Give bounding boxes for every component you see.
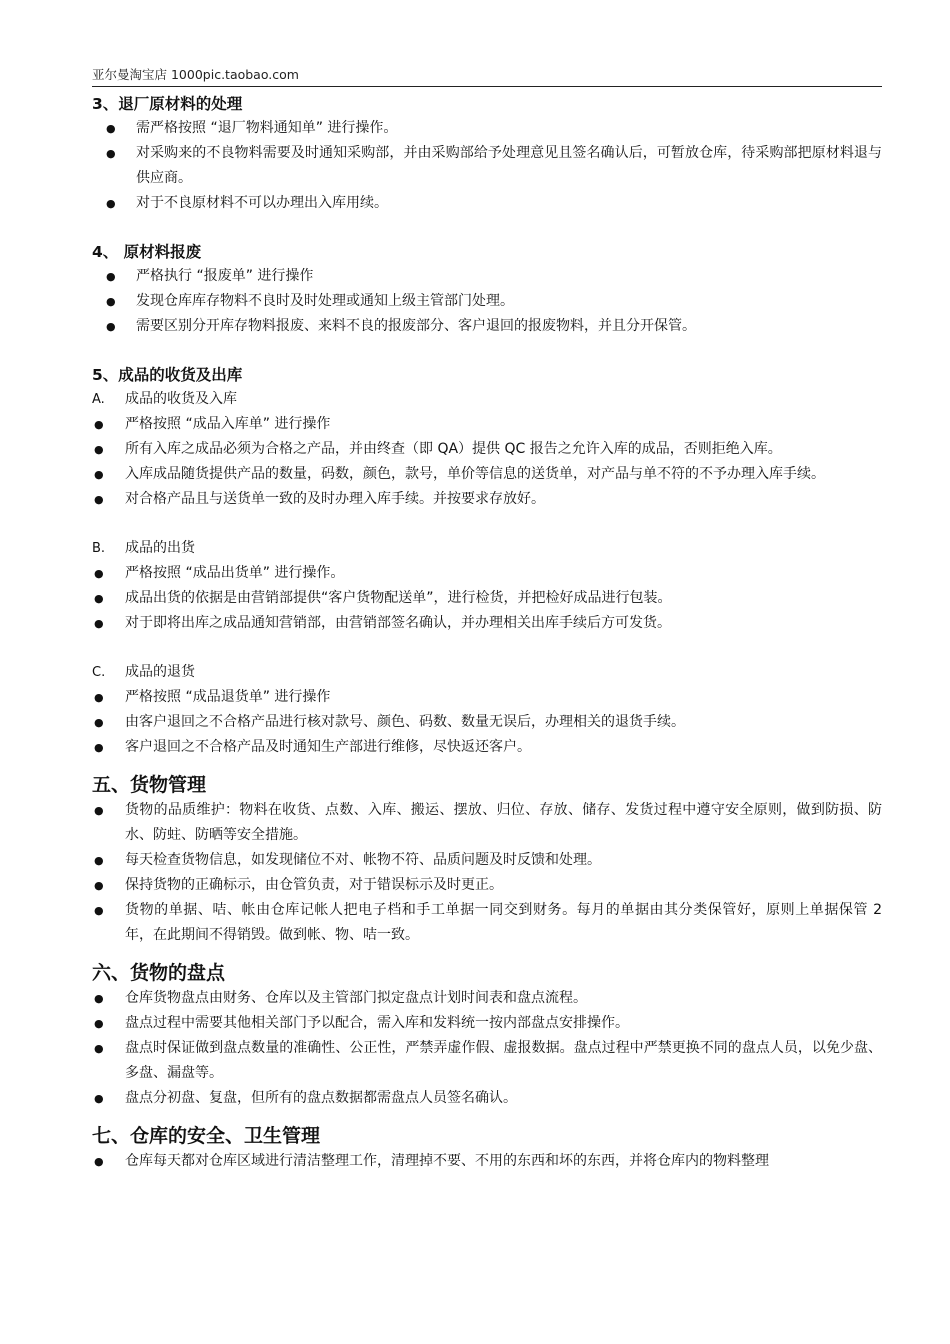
bullet-icon: ● (106, 320, 116, 333)
spacer (92, 636, 882, 660)
subsection-text: 成品的出货 (125, 540, 195, 556)
spacer (92, 339, 882, 363)
bullet-icon: ● (94, 804, 104, 817)
bullet-icon: ● (94, 1155, 104, 1168)
list-item-text: 对采购来的不良物料需要及时通知采购部，并由采购部给予处理意见且签名确认后，可暂放仓库，待采购部把原材料退与供应商。 (136, 145, 882, 186)
bullet-icon: ● (94, 879, 104, 892)
list-item-text: 盘点分初盘、复盘，但所有的盘点数据都需盘点人员签名确认。 (125, 1090, 517, 1106)
list-item-text: 货物的品质维护：物料在收货、点数、入库、搬运、摆放、归位、存放、储存、发货过程中遵守安全原则，做到防损、防水、防蛀、防晒等安全措施。 (125, 802, 882, 843)
subsection-text: 成品的退货 (125, 664, 195, 680)
page-header: 亚尔曼淘宝店 1000pic.taobao.com (92, 66, 882, 87)
list-item (92, 191, 882, 216)
list-item-text: 发现仓库库存物料不良时及时处理或通知上级主管部门处理。 (136, 293, 514, 309)
list-item-text: 成品出货的依据是由营销部提供“客户货物配送单”，进行检货，并把检好成品进行包装。 (125, 590, 672, 606)
bullet-icon: ● (106, 270, 116, 283)
section-five-title: 五、货物管理 (92, 774, 207, 796)
subsection-text: 成品的收货及入库 (125, 391, 237, 407)
section-5-title: 5、成品的收货及出库 (92, 366, 243, 384)
bullet-icon: ● (94, 716, 104, 729)
list-item (92, 141, 882, 191)
list-item (92, 735, 882, 760)
bullet-icon: ● (94, 567, 104, 580)
spacer (92, 216, 882, 240)
bullet-icon: ● (94, 1017, 104, 1030)
list-item-text: 盘点时保证做到盘点数量的准确性、公正性，严禁弄虚作假、虚报数据。盘点过程中严禁更换不同的盘点人员，以免少盘、多盘、漏盘等。 (125, 1040, 882, 1081)
list-item-text: 仓库货物盘点由财务、仓库以及主管部门拟定盘点计划时间表和盘点流程。 (125, 990, 587, 1006)
list-item-text: 对合格产品且与送货单一致的及时办理入库手续。并按要求存放好。 (125, 491, 545, 507)
section-3-title: 3、退厂原材料的处理 (92, 95, 243, 113)
list-item (92, 289, 882, 314)
list-item (92, 685, 882, 710)
list-item (92, 1086, 882, 1111)
bullet-icon: ● (94, 691, 104, 704)
bullet-icon: ● (106, 147, 116, 160)
bullet-icon: ● (94, 617, 104, 630)
list-item-text: 货物的单据、咭、帐由仓库记帐人把电子档和手工单据一同交到财务。每月的单据由其分类保管好，原则上单据保管 2 年，在此期间不得销毁。做到帐、物、咭一致。 (125, 902, 882, 943)
list-item (92, 314, 882, 339)
bullet-icon: ● (94, 443, 104, 456)
list-item (92, 898, 882, 948)
bullet-icon: ● (94, 992, 104, 1005)
list-item-text: 保持货物的正确标示，由仓管负责，对于错误标示及时更正。 (125, 877, 503, 893)
subsection-letter: B. (92, 541, 106, 556)
bullet-icon: ● (94, 854, 104, 867)
bullet-icon: ● (106, 295, 116, 308)
bullet-icon: ● (94, 418, 104, 431)
bullet-icon: ● (94, 1042, 104, 1055)
subsection-letter: C. (92, 665, 106, 680)
section-six-title: 六、货物的盘点 (92, 962, 226, 984)
list-item-text: 严格按照 “成品退货单” 进行操作 (125, 689, 331, 705)
section-4-title: 4、 原材料报废 (92, 243, 202, 261)
spacer (92, 512, 882, 536)
list-item (92, 487, 882, 512)
list-item-text: 盘点过程中需要其他相关部门予以配合，需入库和发料统一按内部盘点安排操作。 (125, 1015, 629, 1031)
list-item (92, 986, 882, 1011)
subsection-b-label (92, 536, 882, 561)
list-item (92, 412, 882, 437)
bullet-icon: ● (106, 197, 116, 210)
bullet-icon: ● (94, 493, 104, 506)
bullet-icon: ● (94, 1092, 104, 1105)
list-item-text: 对于即将出库之成品通知营销部，由营销部签名确认，并办理相关出库手续后方可发货。 (125, 615, 671, 631)
section-seven-title: 七、仓库的安全、卫生管理 (92, 1125, 321, 1147)
list-item-text: 入库成品随货提供产品的数量，码数，颜色，款号，单价等信息的送货单，对产品与单不符的不予办理入库手续。 (125, 466, 825, 482)
list-item (92, 264, 882, 289)
list-item (92, 1149, 882, 1174)
bullet-icon: ● (94, 468, 104, 481)
list-item (92, 848, 882, 873)
list-item-text: 严格按照 “成品入库单” 进行操作 (125, 416, 331, 432)
subsection-c-label (92, 660, 882, 685)
list-item (92, 798, 882, 848)
list-item-text: 由客户退回之不合格产品进行核对款号、颜色、码数、数量无误后，办理相关的退货手续。 (125, 714, 685, 730)
document-body (92, 92, 882, 1174)
list-item-text: 需要区别分开库存物料报废、来料不良的报废部分、客户退回的报废物料，并且分开保管。 (136, 318, 696, 334)
list-item (92, 1011, 882, 1036)
list-item-text: 严格执行 “报废单” 进行操作 (136, 268, 314, 284)
list-item (92, 710, 882, 735)
subsection-letter: A. (92, 392, 105, 407)
list-item (92, 873, 882, 898)
list-item (92, 437, 882, 462)
bullet-icon: ● (94, 592, 104, 605)
list-item (92, 586, 882, 611)
list-item (92, 1036, 882, 1086)
list-item-text: 需严格按照 “退厂物料通知单” 进行操作。 (136, 120, 398, 136)
bullet-icon: ● (94, 904, 104, 917)
list-item (92, 116, 882, 141)
list-item (92, 561, 882, 586)
list-item-text: 严格按照 “成品出货单” 进行操作。 (125, 565, 345, 581)
bullet-icon: ● (94, 741, 104, 754)
subsection-a-label (92, 387, 882, 412)
list-item-text: 所有入库之成品必须为合格之产品，并由终查（即 QA）提供 QC 报告之允许入库的成品，否则拒绝入库。 (125, 441, 782, 457)
list-item-text: 客户退回之不合格产品及时通知生产部进行维修，尽快返还客户。 (125, 739, 531, 755)
bullet-icon: ● (106, 122, 116, 135)
list-item-text: 对于不良原材料不可以办理出入库用续。 (136, 195, 388, 211)
list-item (92, 611, 882, 636)
list-item (92, 462, 882, 487)
list-item-text: 仓库每天都对仓库区域进行清洁整理工作，清理掉不要、不用的东西和坏的东西，并将仓库内的物料整理 (125, 1153, 769, 1169)
list-item-text: 每天检查货物信息，如发现储位不对、帐物不符、品质问题及时反馈和处理。 (125, 852, 601, 868)
